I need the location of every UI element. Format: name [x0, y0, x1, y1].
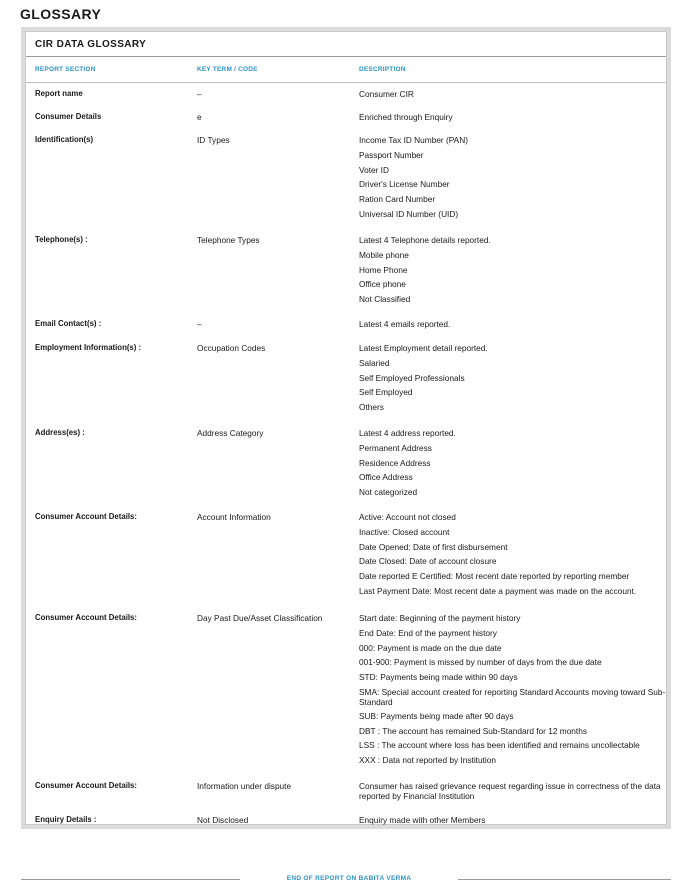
row-key-term: Day Past Due/Asset Classification: [197, 613, 323, 623]
row-key-term: Account Information: [197, 512, 271, 522]
row-description-line: Consumer has raised grievance request regarding issue in correctness of the data reported by Financial Institution: [359, 781, 661, 801]
row-section-label: Report name: [35, 89, 83, 98]
header-divider: [26, 82, 666, 83]
row-section-label: Email Contact(s) :: [35, 319, 102, 328]
row-description-line: Others: [359, 402, 384, 413]
row-section-label: Consumer Account Details:: [35, 613, 137, 622]
row-description-line: Self Employed: [359, 387, 413, 398]
row-description-line: Latest 4 Telephone details reported.: [359, 235, 491, 245]
row-description-line: Home Phone: [359, 264, 408, 275]
column-header-key-term: KEY TERM / CODE: [197, 66, 258, 73]
panel-title: CIR DATA GLOSSARY: [35, 39, 147, 50]
row-description-line: Driver's License Number: [359, 179, 450, 190]
row-description-line: Universal ID Number (UID): [359, 209, 459, 219]
row-description-line: Enriched through Enquiry: [359, 112, 453, 122]
row-key-term: e: [197, 112, 202, 122]
row-key-term: –: [197, 319, 202, 329]
row-description-line: Enquiry made with other Members: [359, 815, 486, 825]
row-section-label: Employment Information(s) :: [35, 343, 142, 352]
footer-divider-left: [21, 879, 240, 880]
row-description-line: Not Classified: [359, 294, 411, 305]
row-description-line: Mobile phone: [359, 249, 409, 260]
page-title: GLOSSARY: [20, 6, 102, 22]
row-key-term: Telephone Types: [197, 235, 260, 245]
row-description-line: Voter ID: [359, 164, 389, 175]
row-description-line: Salaried: [359, 357, 390, 368]
row-description-line: Last Payment Date: Most recent date a payment was made on the account.: [359, 586, 637, 596]
row-key-term: ID Types: [197, 135, 230, 145]
row-description-line: 000: Payment is made on the due date: [359, 642, 502, 653]
row-description-line: Self Employed Professionals: [359, 372, 465, 383]
row-section-label: Consumer Account Details:: [35, 781, 137, 790]
row-description-line: Latest Employment detail reported.: [359, 343, 488, 353]
row-section-label: Consumer Details: [35, 112, 102, 121]
row-description-line: Start date: Beginning of the payment history: [359, 613, 521, 623]
row-description-line: LSS : The account where loss has been identified and remains uncollectable: [359, 740, 640, 751]
row-key-term: Information under dispute: [197, 781, 292, 791]
row-description-line: Latest 4 address reported.: [359, 428, 456, 438]
row-description-line: Permanent Address: [359, 442, 432, 453]
row-key-term: Not Disclosed: [197, 815, 249, 825]
row-description-line: Income Tax ID Number (PAN): [359, 135, 468, 145]
title-divider: [26, 56, 666, 57]
row-section-label: Address(es) :: [35, 428, 85, 437]
footer-divider-right: [458, 879, 671, 880]
row-description-line: Active: Account not closed: [359, 512, 456, 522]
row-description-line: Date reported E Certified: Most recent date reported by reporting member: [359, 571, 630, 582]
row-description-line: Office Address: [359, 472, 413, 483]
row-description-line: Residence Address: [359, 457, 431, 468]
row-section-label: Consumer Account Details:: [35, 512, 137, 521]
row-description-line: XXX : Data not reported by Institution: [359, 755, 496, 766]
glossary-panel: [25, 31, 667, 825]
row-description-line: Ration Card Number: [359, 194, 436, 205]
row-description-line: Consumer CIR: [359, 89, 414, 99]
row-key-term: –: [197, 89, 202, 99]
row-description-line: SMA: Special account created for reporting Standard Accounts moving toward Sub-Standard: [359, 687, 666, 707]
row-description-line: Latest 4 emails reported.: [359, 319, 451, 329]
end-of-report-label: END OF REPORT ON BABITA VERMA: [286, 875, 412, 882]
column-header-description: DESCRIPTION: [359, 66, 406, 73]
glossary-frame: [21, 27, 671, 829]
row-description-line: Office phone: [359, 279, 406, 290]
row-description-line: 001-900: Payment is missed by number of days from the due date: [359, 657, 602, 668]
row-description-line: DBT : The account has remained Sub-Standard for 12 months: [359, 725, 587, 736]
row-description-line: Date Opened: Date of first disbursement: [359, 541, 508, 552]
row-description-line: Not categorized: [359, 487, 418, 498]
row-description-line: End Date: End of the payment history: [359, 627, 497, 638]
row-description-line: Date Closed: Date of account closure: [359, 556, 497, 567]
row-section-label: Telephone(s) :: [35, 235, 88, 244]
row-description-line: Inactive: Closed account: [359, 526, 450, 537]
row-description-line: SUB: Payments being made after 90 days: [359, 710, 514, 721]
row-section-label: Enquiry Details :: [35, 815, 97, 824]
row-key-term: Address Category: [197, 428, 264, 438]
row-description-line: Passport Number: [359, 149, 424, 160]
row-key-term: Occupation Codes: [197, 343, 266, 353]
row-section-label: Identification(s): [35, 135, 94, 144]
row-description-line: STD: Payments being made within 90 days: [359, 672, 518, 683]
column-header-report-section: REPORT SECTION: [35, 66, 96, 73]
